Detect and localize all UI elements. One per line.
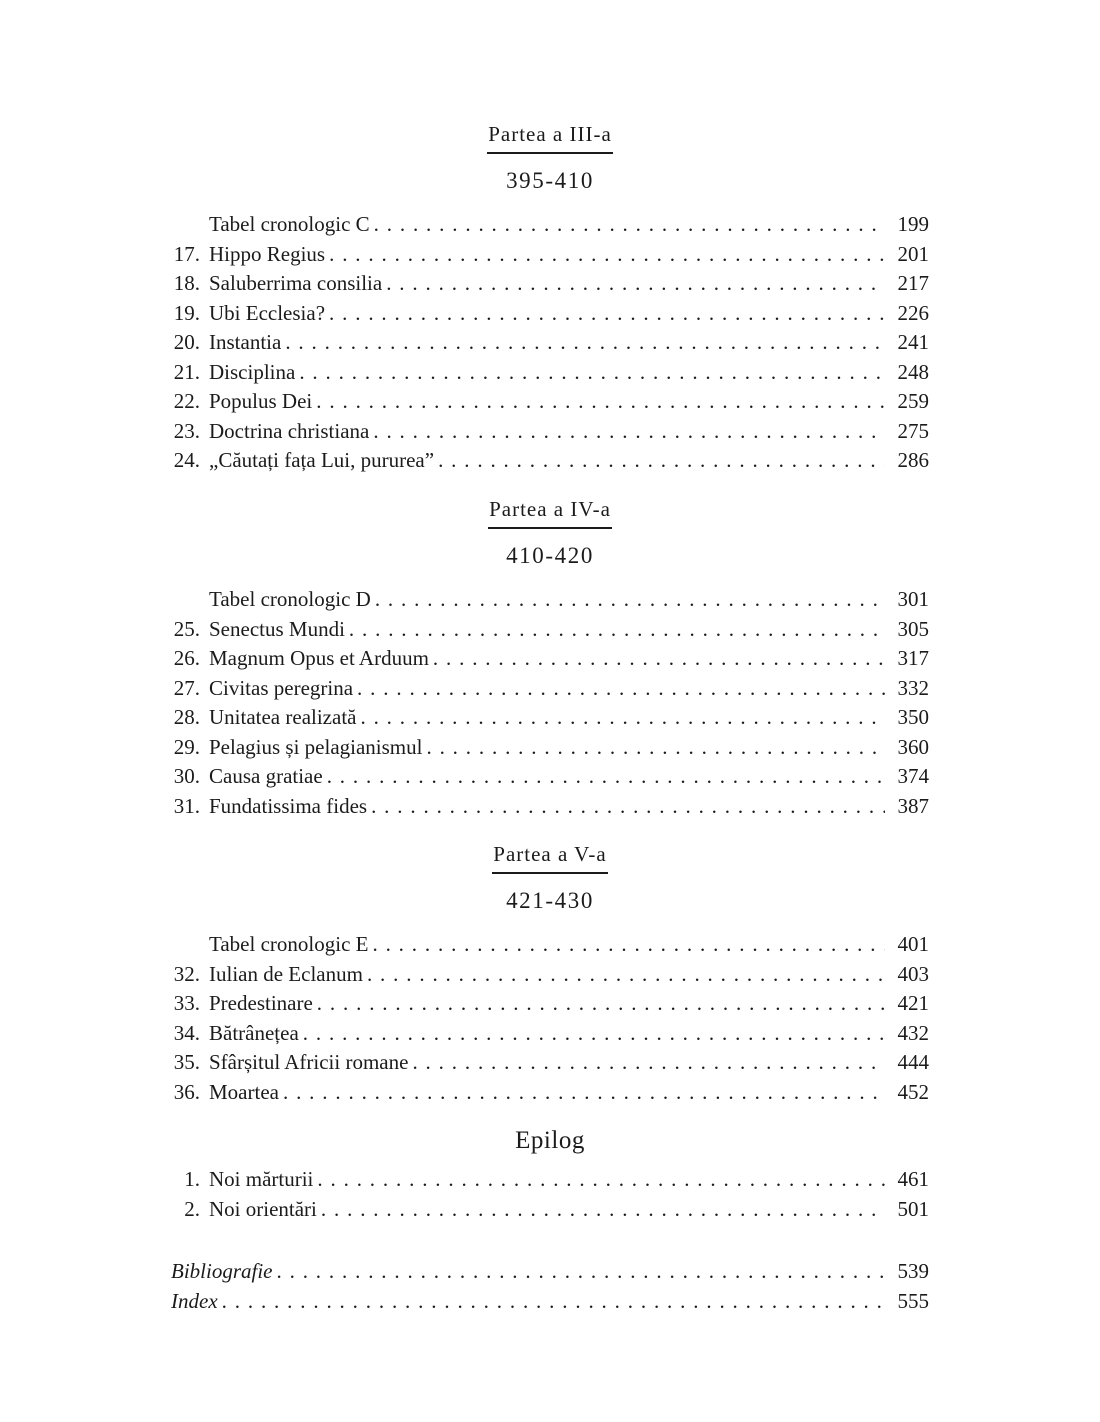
entry-number: 32.	[173, 961, 200, 986]
entry-number: 28.	[173, 705, 200, 729]
toc-entry[interactable]	[0, 446, 1100, 476]
entry-number: 22.	[173, 389, 200, 413]
entry-page: 275	[885, 417, 929, 447]
entry-page: 387	[885, 792, 929, 822]
entry-number: 18.	[173, 271, 200, 295]
toc-entry[interactable]	[0, 328, 1100, 358]
entry-page: 332	[885, 674, 929, 704]
entry-title: Hippo Regius	[209, 242, 329, 266]
part-5-header	[0, 842, 1100, 914]
part-years: 395-410	[506, 168, 594, 193]
entry-title: Ubi Ecclesia?	[209, 301, 329, 325]
entry-number: 29.	[173, 734, 200, 759]
entry-title: Tabel cronologic E	[209, 932, 372, 956]
entry-page: 444	[885, 1048, 929, 1078]
entry-number: 36.	[173, 1079, 200, 1104]
entry-number: 26.	[173, 646, 200, 670]
entry-number: 34.	[173, 1020, 200, 1045]
entry-page: 452	[885, 1078, 929, 1108]
part-3	[0, 122, 1100, 476]
entry-page: 259	[885, 387, 929, 417]
entry-title: Disciplina	[209, 360, 299, 384]
entry-number: 27.	[173, 675, 200, 700]
entry-title: Pelagius și pelagianismul	[209, 735, 426, 759]
toc-entry-bibliography[interactable]	[0, 1257, 1100, 1287]
part-years: 421-430	[506, 888, 594, 913]
entry-title: Tabel cronologic C	[209, 212, 374, 236]
toc-entry[interactable]	[0, 210, 1100, 240]
part-3-entries	[0, 210, 1100, 476]
entry-page: 217	[885, 269, 929, 299]
entry-title: Instantia	[209, 330, 285, 354]
entry-title: Unitatea realizată	[209, 705, 360, 729]
toc-entry[interactable]	[0, 1165, 1100, 1195]
entry-title: Saluberrima consilia	[209, 271, 386, 295]
entry-title: Bibliografie	[171, 1259, 277, 1283]
entry-page: 401	[885, 930, 929, 960]
entry-title: Senectus Mundi	[209, 617, 349, 641]
entry-number: 20.	[173, 330, 200, 354]
entry-page: 248	[885, 358, 929, 388]
entry-title: Magnum Opus et Arduum	[209, 646, 433, 670]
entry-title: Iulian de Eclanum	[209, 962, 367, 986]
part-5	[0, 842, 1100, 1107]
entry-page: 350	[885, 703, 929, 733]
entry-number: 33.	[173, 991, 200, 1015]
toc-entry[interactable]	[0, 762, 1100, 792]
toc-entry-index[interactable]	[0, 1287, 1100, 1317]
entry-title: Index	[171, 1289, 222, 1313]
toc-entry[interactable]	[0, 240, 1100, 270]
epilog-title: Epilog	[515, 1127, 585, 1154]
entry-title: „Căutați fața Lui, pururea”	[209, 448, 438, 472]
entry-number: 2.	[184, 1196, 200, 1221]
entry-number: 25.	[173, 616, 200, 641]
toc-entry[interactable]	[0, 930, 1100, 960]
entry-title: Bătrânețea	[209, 1021, 303, 1045]
entry-number: 23.	[173, 418, 200, 443]
part-years: 410-420	[506, 543, 594, 568]
entry-page: 305	[885, 615, 929, 645]
entry-title: Populus Dei	[209, 389, 316, 413]
toc-entry[interactable]	[0, 1195, 1100, 1225]
entry-page: 421	[885, 989, 929, 1019]
entry-title: Causa gratiae	[209, 764, 327, 788]
toc-entry[interactable]	[0, 733, 1100, 763]
entry-number: 30.	[173, 764, 200, 788]
toc-entry[interactable]	[0, 989, 1100, 1019]
entry-title: Tabel cronologic D	[209, 587, 375, 611]
part-4-header	[0, 497, 1100, 569]
part-5-entries	[0, 930, 1100, 1107]
entry-title: Sfârșitul Africii romane	[209, 1050, 412, 1074]
toc-entry[interactable]	[0, 644, 1100, 674]
part-title: Partea a III-a	[487, 122, 613, 154]
entry-title: Noi orientări	[209, 1197, 321, 1221]
toc-entry[interactable]	[0, 1019, 1100, 1049]
toc-entry[interactable]	[0, 615, 1100, 645]
entry-page: 374	[885, 762, 929, 792]
entry-number: 24.	[173, 448, 200, 472]
toc-entry[interactable]	[0, 299, 1100, 329]
entry-number: 1.	[184, 1167, 200, 1191]
entry-number: 17.	[173, 241, 200, 266]
epilog-entries	[0, 1165, 1100, 1224]
entry-number: 19.	[173, 300, 200, 325]
toc-entry[interactable]	[0, 674, 1100, 704]
entry-number: 21.	[173, 359, 200, 384]
toc-entry[interactable]	[0, 585, 1100, 615]
entry-number: 35.	[173, 1050, 200, 1074]
entry-page: 301	[885, 585, 929, 615]
toc-entry[interactable]	[0, 1048, 1100, 1078]
part-4-entries	[0, 585, 1100, 821]
entry-title: Civitas peregrina	[209, 676, 357, 700]
entry-title: Predestinare	[209, 991, 317, 1015]
entry-page: 403	[885, 960, 929, 990]
part-3-header	[0, 122, 1100, 194]
back-matter	[0, 1257, 1100, 1316]
part-title: Partea a IV-a	[488, 497, 612, 529]
entry-title: Noi mărturii	[209, 1167, 317, 1191]
epilog	[0, 1127, 1100, 1224]
back-matter-entries	[0, 1257, 1100, 1316]
part-title: Partea a V-a	[492, 842, 607, 874]
toc-entry[interactable]	[0, 960, 1100, 990]
entry-title: Doctrina christiana	[209, 419, 373, 443]
entry-page: 461	[885, 1165, 929, 1195]
part-4	[0, 497, 1100, 821]
toc-entry[interactable]	[0, 417, 1100, 447]
entry-page: 432	[885, 1019, 929, 1049]
entry-page: 501	[885, 1195, 929, 1225]
entry-page: 555	[885, 1287, 929, 1317]
toc-entry[interactable]	[0, 1078, 1100, 1108]
toc-entry[interactable]	[0, 703, 1100, 733]
entry-page: 360	[885, 733, 929, 763]
entry-page: 539	[885, 1257, 929, 1287]
entry-page: 286	[885, 446, 929, 476]
entry-page: 317	[885, 644, 929, 674]
entry-page: 241	[885, 328, 929, 358]
entry-page: 226	[885, 299, 929, 329]
entry-title: Moartea	[209, 1080, 283, 1104]
toc-entry[interactable]	[0, 358, 1100, 388]
entry-number: 31.	[173, 793, 200, 818]
entry-page: 199	[885, 210, 929, 240]
toc-entry[interactable]	[0, 792, 1100, 822]
entry-title: Fundatissima fides	[209, 794, 371, 818]
toc-entry[interactable]	[0, 269, 1100, 299]
toc-entry[interactable]	[0, 387, 1100, 417]
entry-page: 201	[885, 240, 929, 270]
